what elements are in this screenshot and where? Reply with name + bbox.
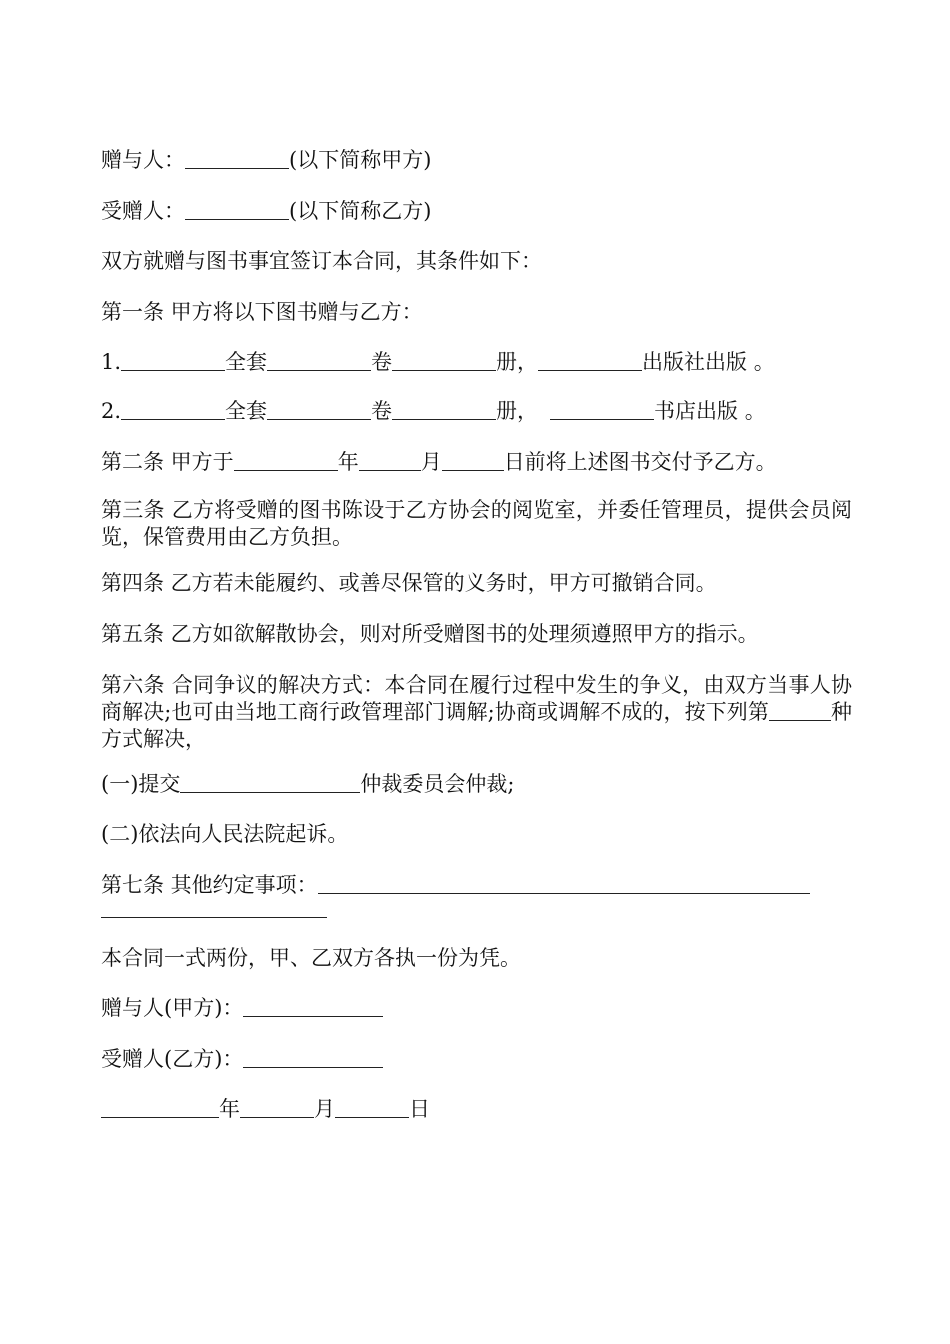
item-1-number: 1. <box>101 350 122 374</box>
donor-suffix: (以下简称甲方) <box>289 148 432 172</box>
donee-blank <box>185 198 289 220</box>
article-7-label: 第七条 其他约定事项： <box>101 873 318 897</box>
article-6-suffix: 种方式解决， <box>101 700 853 751</box>
delivery-day-blank <box>442 449 504 471</box>
article-1-title: 第一条 甲方将以下图书赠与乙方： <box>101 300 423 324</box>
copies-statement: 本合同一式两份，甲、乙双方各执一份为凭。 <box>101 946 521 970</box>
option-1-suffix: 仲裁委员会仲裁; <box>360 772 515 796</box>
article-4: 第四条 乙方若未能履约、或善尽保管的义务时，甲方可撤销合同。 <box>101 571 717 595</box>
option-1 <box>101 771 852 798</box>
donor-line <box>101 147 852 174</box>
item-1-copies-label: 册， <box>496 350 539 374</box>
item-1-copies-blank <box>392 349 496 371</box>
intro-text: 双方就赠与图书事宜签订本合同，其条件如下： <box>101 249 542 273</box>
article-2 <box>101 449 852 476</box>
item-1-volume-label: 卷 <box>371 350 393 374</box>
item-1-publisher-label: 出版社出版 。 <box>642 350 775 374</box>
donor-signature-label: 赠与人(甲方)： <box>101 996 244 1020</box>
item-1-volume-blank <box>267 349 371 371</box>
item-1-title-blank <box>121 349 225 371</box>
item-2-title-blank <box>121 398 225 420</box>
item-1-publisher-blank <box>538 349 642 371</box>
donee-signature-label: 受赠人(乙方)： <box>101 1047 244 1071</box>
sign-year-blank <box>101 1096 219 1118</box>
donee-label: 受赠人： <box>101 199 185 223</box>
option-1-prefix: (一)提交 <box>101 772 181 796</box>
other-terms-blank-2 <box>101 896 327 918</box>
donee-signature-line <box>101 1046 852 1073</box>
article-3: 第三条 乙方将受赠的图书陈设于乙方协会的阅览室，并委任管理员，提供会员阅览，保管费用由乙方负担。 <box>101 498 852 549</box>
article-7-continuation <box>101 896 852 923</box>
article-2-prefix: 第二条 甲方于 <box>101 450 234 474</box>
item-1-set-label: 全套 <box>225 350 268 374</box>
article-1-item-2 <box>101 398 852 425</box>
item-2-set-label: 全套 <box>225 399 268 423</box>
item-2-volume-blank <box>267 398 371 420</box>
delivery-month-blank <box>359 449 421 471</box>
article-2-suffix: 日前将上述图书交付予乙方。 <box>503 450 777 474</box>
item-2-number: 2. <box>101 399 122 423</box>
option-2: (二)依法向人民法院起诉。 <box>101 822 349 846</box>
article-5: 第五条 乙方如欲解散协会，则对所受赠图书的处理须遵照甲方的指示。 <box>101 622 759 646</box>
donee-signature-blank <box>243 1046 383 1068</box>
article-6-text: 第六条 合同争议的解决方式：本合同在履行过程中发生的争义，由双方当事人协商解决;也可由当地工商行政管理部门调解;协商或调解不成的，按下列第 <box>101 673 852 724</box>
donor-signature-blank <box>243 995 383 1017</box>
item-2-volume-label: 卷 <box>371 399 393 423</box>
other-terms-blank-1 <box>318 872 810 894</box>
signing-date-line <box>101 1096 852 1123</box>
resolution-method-blank <box>769 699 831 721</box>
donee-suffix: (以下简称乙方) <box>289 199 432 223</box>
sign-day-label: 日 <box>409 1097 430 1121</box>
delivery-year-label: 年 <box>337 450 359 474</box>
arbitration-committee-blank <box>180 771 360 793</box>
delivery-year-blank <box>234 449 338 471</box>
item-2-bookstore-label: 书店出版 。 <box>654 399 766 423</box>
sign-day-blank <box>335 1096 409 1118</box>
donor-blank <box>185 147 289 169</box>
item-2-bookstore-blank <box>550 398 654 420</box>
donor-signature-line <box>101 995 852 1022</box>
article-1-item-1 <box>101 349 852 376</box>
delivery-month-label: 月 <box>420 450 442 474</box>
sign-month-blank <box>240 1096 314 1118</box>
item-2-copies-label: 册， <box>496 399 539 423</box>
donor-label: 赠与人： <box>101 148 185 172</box>
sign-month-label: 月 <box>314 1097 335 1121</box>
sign-year-label: 年 <box>219 1097 240 1121</box>
article-6 <box>101 672 852 753</box>
article-7 <box>101 872 852 899</box>
item-2-copies-blank <box>392 398 496 420</box>
donee-line <box>101 198 852 225</box>
